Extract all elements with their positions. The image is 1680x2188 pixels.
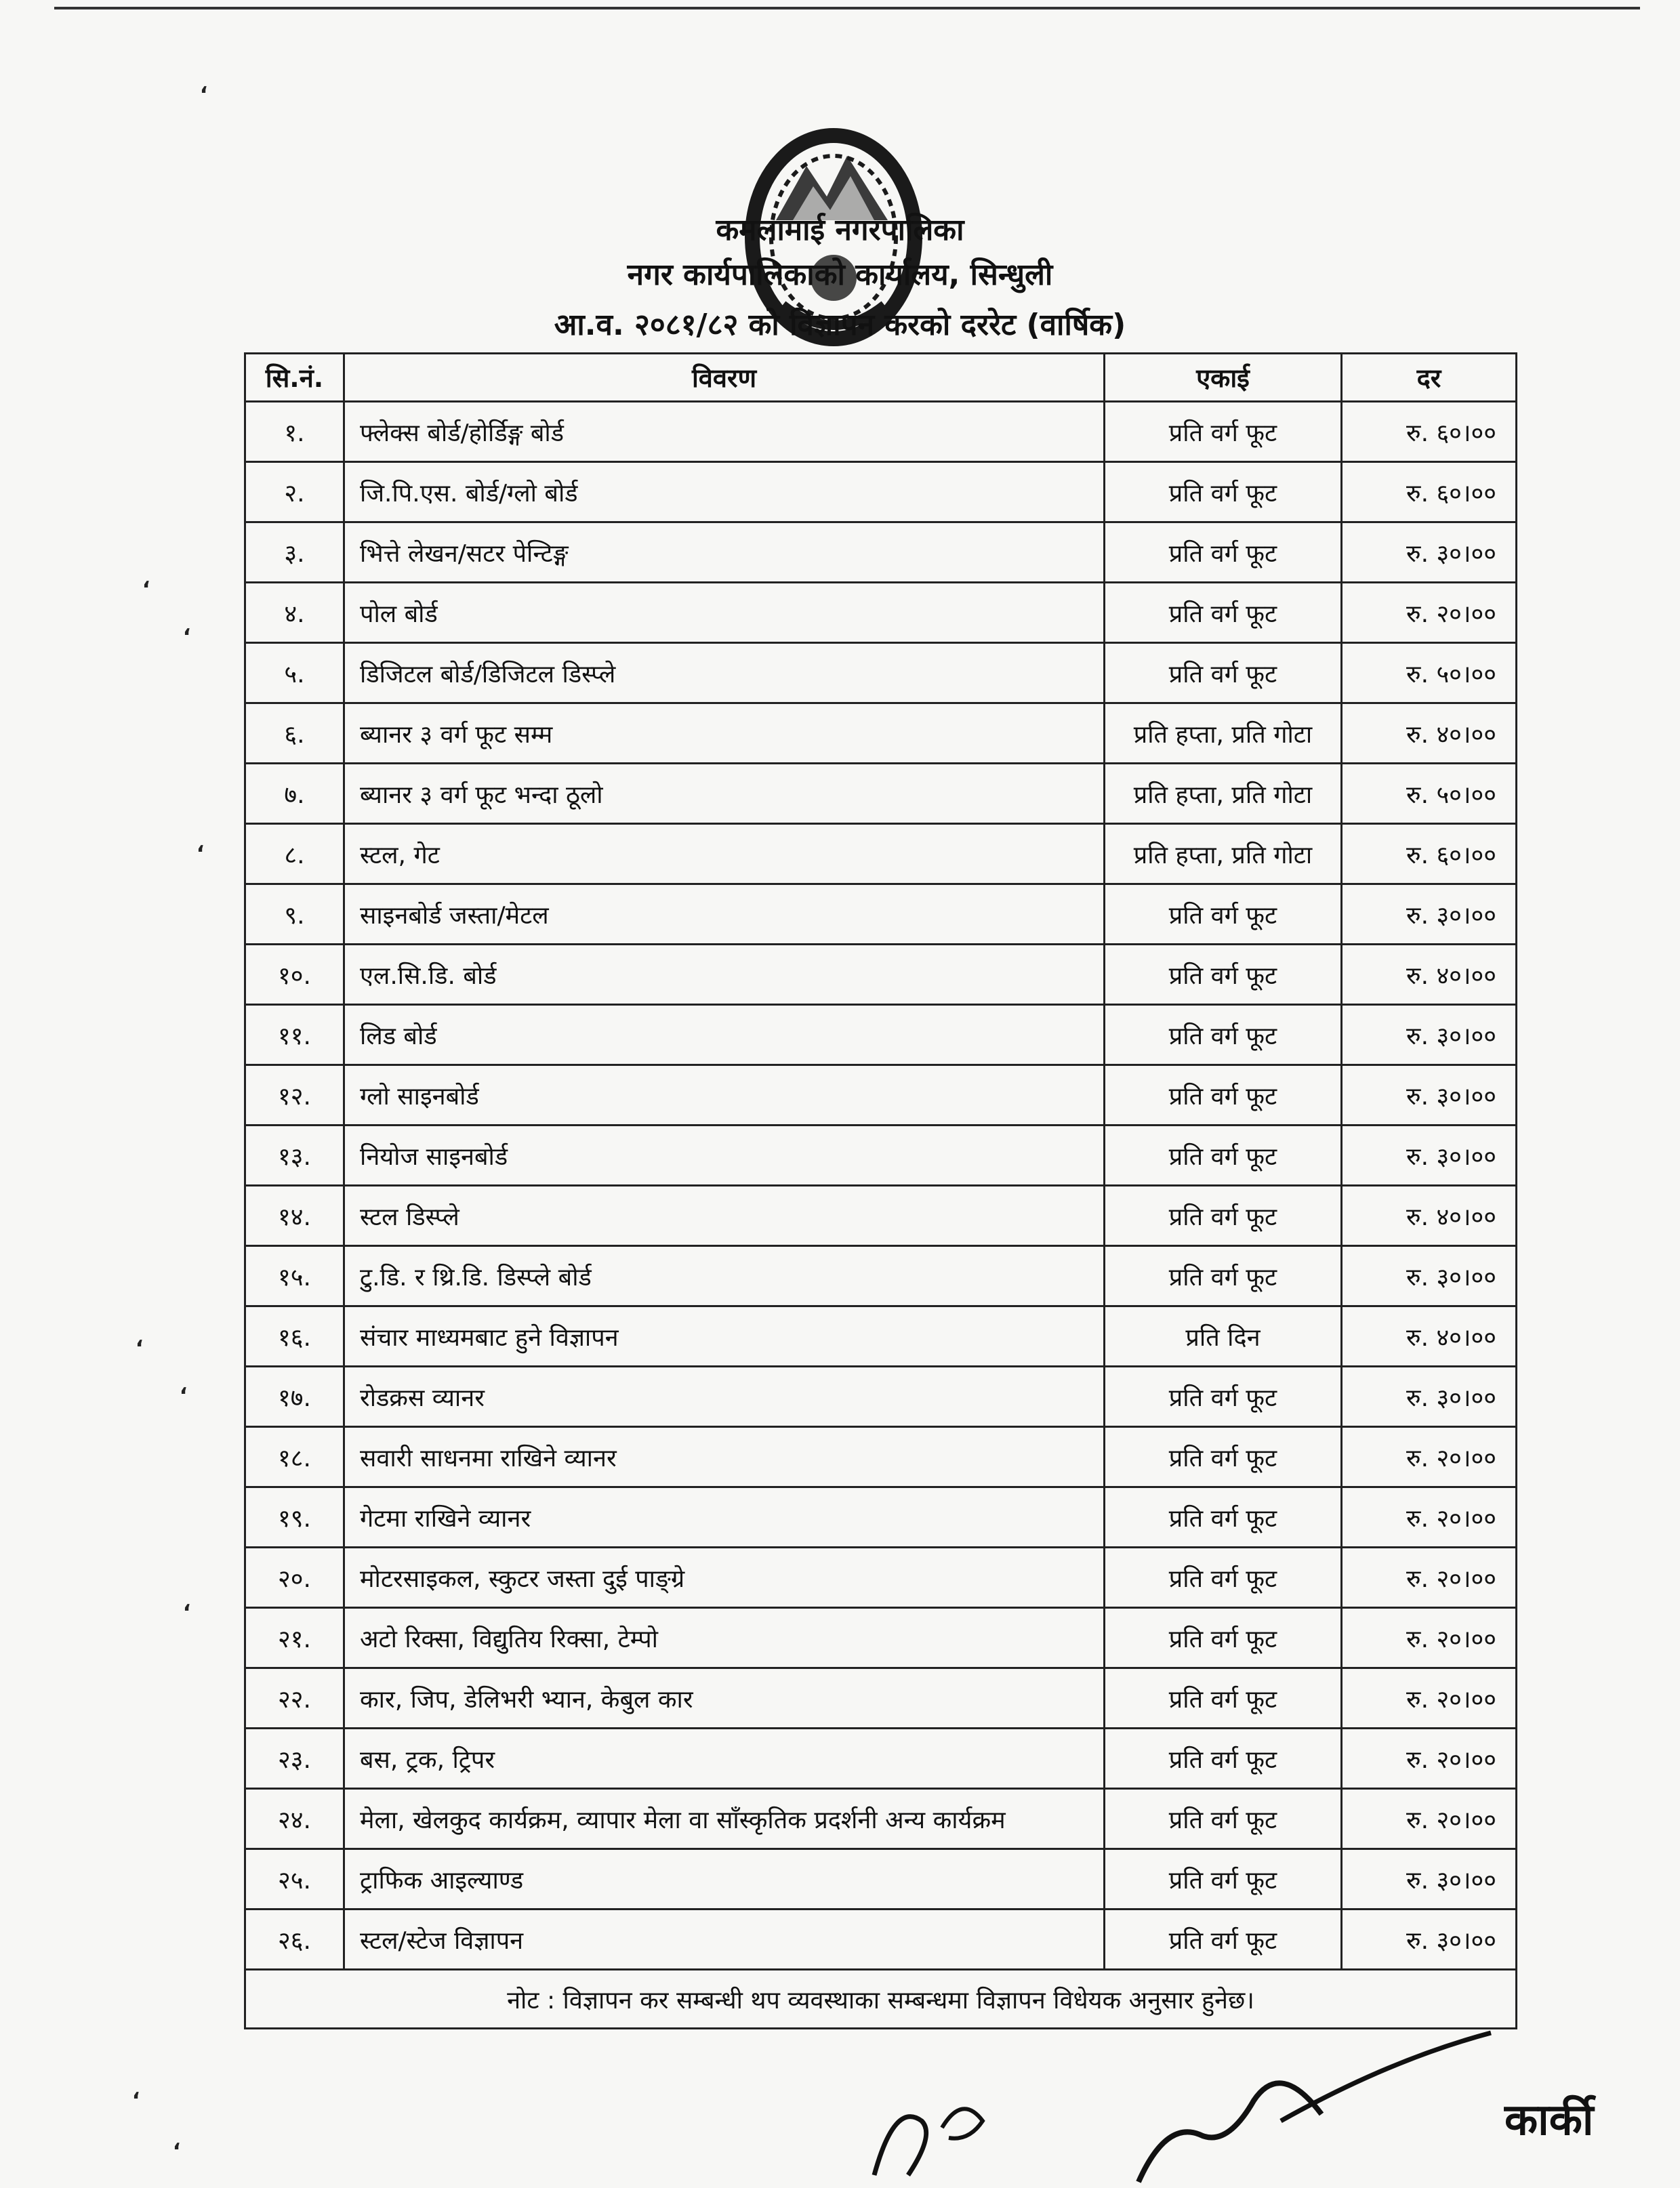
scan-speck: ، xyxy=(183,617,191,640)
cell-serial: १५. xyxy=(245,1246,344,1306)
cell-description: टु.डि. र थ्रि.डि. डिस्प्ले बोर्ड xyxy=(344,1246,1105,1306)
cell-serial: २४. xyxy=(245,1789,344,1849)
cell-serial: २. xyxy=(245,462,344,522)
scan-speck: ، xyxy=(200,75,208,98)
cell-serial: ८. xyxy=(245,824,344,884)
cell-serial: १६. xyxy=(245,1306,344,1367)
cell-unit: प्रति वर्ग फूट xyxy=(1105,1065,1342,1126)
cell-description: रोडक्रस व्यानर xyxy=(344,1367,1105,1427)
cell-unit: प्रति वर्ग फूट xyxy=(1105,1246,1342,1306)
cell-unit: प्रति हप्ता, प्रति गोटा xyxy=(1105,824,1342,884)
cell-serial: ११. xyxy=(245,1005,344,1065)
table-row xyxy=(245,1306,1517,1367)
table-note: नोट : विज्ञापन कर सम्बन्धी थप व्यवस्थाका सम्बन्धमा विज्ञापन विधेयक अनुसार हुनेछ। xyxy=(245,1970,1517,2029)
table-row xyxy=(245,1548,1517,1608)
cell-unit: प्रति वर्ग फूट xyxy=(1105,1849,1342,1910)
cell-serial: १९. xyxy=(245,1487,344,1548)
cell-rate: रु. ३०।०० xyxy=(1342,522,1517,583)
table-row xyxy=(245,1668,1517,1729)
table-row xyxy=(245,1246,1517,1306)
scan-speck: ، xyxy=(142,569,150,593)
table-row xyxy=(245,1126,1517,1186)
table-row xyxy=(245,402,1517,462)
cell-serial: १०. xyxy=(245,945,344,1005)
cell-unit: प्रति वर्ग फूट xyxy=(1105,1186,1342,1246)
table-row xyxy=(245,1186,1517,1246)
cell-description: ब्यानर ३ वर्ग फूट सम्म xyxy=(344,703,1105,764)
cell-rate: रु. ३०।०० xyxy=(1342,1910,1517,1970)
table-row xyxy=(245,1910,1517,1970)
table-row xyxy=(245,1729,1517,1789)
table-row xyxy=(245,1849,1517,1910)
cell-serial: ५. xyxy=(245,643,344,703)
cell-description: संचार माध्यमबाट हुने विज्ञापन xyxy=(344,1306,1105,1367)
cell-unit: प्रति वर्ग फूट xyxy=(1105,945,1342,1005)
cell-description: स्टल/स्टेज विज्ञापन xyxy=(344,1910,1105,1970)
table-header-row xyxy=(245,354,1517,402)
cell-unit: प्रति वर्ग फूट xyxy=(1105,1005,1342,1065)
cell-unit: प्रति वर्ग फूट xyxy=(1105,1367,1342,1427)
cell-description: ग्लो साइनबोर्ड xyxy=(344,1065,1105,1126)
cell-rate: रु. ३०।०० xyxy=(1342,1849,1517,1910)
cell-description: अटो रिक्सा, विद्युतिय रिक्सा, टेम्पो xyxy=(344,1608,1105,1668)
column-header-serial: सि.नं. xyxy=(245,354,344,402)
cell-unit: प्रति वर्ग फूट xyxy=(1105,1668,1342,1729)
cell-rate: रु. ३०।०० xyxy=(1342,1367,1517,1427)
cell-description: फ्लेक्स बोर्ड/होर्डिङ्ग बोर्ड xyxy=(344,402,1105,462)
cell-unit: प्रति वर्ग फूट xyxy=(1105,1126,1342,1186)
cell-unit: प्रति वर्ग फूट xyxy=(1105,1789,1342,1849)
cell-unit: प्रति वर्ग फूट xyxy=(1105,1427,1342,1487)
cell-rate: रु. ४०।०० xyxy=(1342,1306,1517,1367)
cell-description: मोटरसाइकल, स्कुटर जस्ता दुई पाङ्ग्रे xyxy=(344,1548,1105,1608)
cell-unit: प्रति वर्ग फूट xyxy=(1105,402,1342,462)
column-header-unit: एकाई xyxy=(1105,354,1342,402)
cell-serial: १२. xyxy=(245,1065,344,1126)
cell-serial: १३. xyxy=(245,1126,344,1186)
table-row xyxy=(245,583,1517,643)
cell-unit: प्रति वर्ग फूट xyxy=(1105,643,1342,703)
cell-rate: रु. २०।०० xyxy=(1342,1487,1517,1548)
table-row xyxy=(245,824,1517,884)
table-row xyxy=(245,1789,1517,1849)
cell-rate: रु. ५०।०० xyxy=(1342,643,1517,703)
table-row xyxy=(245,884,1517,945)
table-row xyxy=(245,1608,1517,1668)
cell-rate: रु. ४०।०० xyxy=(1342,945,1517,1005)
cell-unit: प्रति वर्ग फूट xyxy=(1105,1910,1342,1970)
cell-description: जि.पि.एस. बोर्ड/ग्लो बोर्ड xyxy=(344,462,1105,522)
table-row xyxy=(245,945,1517,1005)
cell-serial: ७. xyxy=(245,764,344,824)
cell-rate: रु. ४०।०० xyxy=(1342,1186,1517,1246)
office-name: नगर कार्यपालिकाको कार्यालय, सिन्धुली xyxy=(627,257,1053,292)
cell-serial: २५. xyxy=(245,1849,344,1910)
scan-speck: ، xyxy=(173,2131,181,2155)
cell-serial: ९. xyxy=(245,884,344,945)
top-scan-edge xyxy=(54,7,1640,9)
signature-name: कार्की xyxy=(1504,2095,1594,2145)
cell-description: ब्यानर ३ वर्ग फूट भन्दा ठूलो xyxy=(344,764,1105,824)
cell-description: नियोज साइनबोर्ड xyxy=(344,1126,1105,1186)
signature-icon xyxy=(847,2019,1680,2188)
cell-description: भित्ते लेखन/सटर पेन्टिङ्ग xyxy=(344,522,1105,583)
table-row xyxy=(245,1487,1517,1548)
cell-rate: रु. ६०।०० xyxy=(1342,824,1517,884)
cell-serial: १८. xyxy=(245,1427,344,1487)
cell-unit: प्रति वर्ग फूट xyxy=(1105,583,1342,643)
cell-serial: २२. xyxy=(245,1668,344,1729)
cell-serial: १. xyxy=(245,402,344,462)
table-row xyxy=(245,764,1517,824)
cell-unit: प्रति वर्ग फूट xyxy=(1105,1487,1342,1548)
cell-description: एल.सि.डि. बोर्ड xyxy=(344,945,1105,1005)
cell-rate: रु. २०।०० xyxy=(1342,1729,1517,1789)
table-row xyxy=(245,522,1517,583)
cell-rate: रु. ३०।०० xyxy=(1342,1005,1517,1065)
cell-rate: रु. ४०।०० xyxy=(1342,703,1517,764)
cell-unit: प्रति हप्ता, प्रति गोटा xyxy=(1105,703,1342,764)
scan-speck: ، xyxy=(183,1592,191,1616)
cell-rate: रु. २०।०० xyxy=(1342,1548,1517,1608)
cell-rate: रु. २०।०० xyxy=(1342,1608,1517,1668)
cell-serial: २३. xyxy=(245,1729,344,1789)
cell-unit: प्रति वर्ग फूट xyxy=(1105,1548,1342,1608)
cell-description: डिजिटल बोर्ड/डिजिटल डिस्प्ले xyxy=(344,643,1105,703)
cell-description: सवारी साधनमा राखिने व्यानर xyxy=(344,1427,1105,1487)
cell-description: साइनबोर्ड जस्ता/मेटल xyxy=(344,884,1105,945)
cell-rate: रु. ३०।०० xyxy=(1342,1065,1517,1126)
cell-serial: १४. xyxy=(245,1186,344,1246)
cell-rate: रु. ३०।०० xyxy=(1342,1246,1517,1306)
table-row xyxy=(245,462,1517,522)
cell-description: गेटमा राखिने व्यानर xyxy=(344,1487,1105,1548)
scan-speck: ، xyxy=(136,1328,144,1352)
scan-speck: ، xyxy=(197,833,205,857)
cell-description: स्टल डिस्प्ले xyxy=(344,1186,1105,1246)
cell-description: पोल बोर्ड xyxy=(344,583,1105,643)
cell-description: कार, जिप, डेलिभरी भ्यान, केबुल कार xyxy=(344,1668,1105,1729)
cell-unit: प्रति वर्ग फूट xyxy=(1105,884,1342,945)
cell-description: मेला, खेलकुद कार्यक्रम, व्यापार मेला वा साँस्कृतिक प्रदर्शनी अन्य कार्यक्रम xyxy=(344,1789,1105,1849)
cell-rate: रु. २०।०० xyxy=(1342,583,1517,643)
advertisement-tax-rate-table xyxy=(244,352,1517,2029)
cell-unit: प्रति वर्ग फूट xyxy=(1105,1729,1342,1789)
cell-rate: रु. ६०।०० xyxy=(1342,462,1517,522)
scan-speck: ، xyxy=(132,2080,140,2104)
cell-serial: ३. xyxy=(245,522,344,583)
scan-speck: ، xyxy=(180,1376,188,1399)
cell-rate: रु. ६०।०० xyxy=(1342,402,1517,462)
cell-unit: प्रति वर्ग फूट xyxy=(1105,522,1342,583)
cell-serial: २०. xyxy=(245,1548,344,1608)
cell-description: लिड बोर्ड xyxy=(344,1005,1105,1065)
municipality-name: कमलामाई नगरपालिका xyxy=(716,213,964,247)
cell-rate: रु. २०।०० xyxy=(1342,1427,1517,1487)
cell-unit: प्रति वर्ग फूट xyxy=(1105,462,1342,522)
column-header-rate: दर xyxy=(1342,354,1517,402)
table-row xyxy=(245,1427,1517,1487)
cell-serial: ६. xyxy=(245,703,344,764)
cell-description: स्टल, गेट xyxy=(344,824,1105,884)
cell-unit: प्रति हप्ता, प्रति गोटा xyxy=(1105,764,1342,824)
cell-serial: २१. xyxy=(245,1608,344,1668)
cell-rate: रु. २०।०० xyxy=(1342,1668,1517,1729)
column-header-description: विवरण xyxy=(344,354,1105,402)
table-row xyxy=(245,703,1517,764)
cell-rate: रु. २०।०० xyxy=(1342,1789,1517,1849)
document-title: आ.व. २०८१/८२ को विज्ञापन करको दररेट (वार्षिक) xyxy=(554,308,1126,342)
cell-serial: १७. xyxy=(245,1367,344,1427)
cell-serial: ४. xyxy=(245,583,344,643)
table-row xyxy=(245,1005,1517,1065)
table-row xyxy=(245,1367,1517,1427)
cell-description: ट्राफिक आइल्याण्ड xyxy=(344,1849,1105,1910)
cell-rate: रु. ३०।०० xyxy=(1342,884,1517,945)
cell-unit: प्रति दिन xyxy=(1105,1306,1342,1367)
cell-rate: रु. ५०।०० xyxy=(1342,764,1517,824)
table-row xyxy=(245,643,1517,703)
table-row xyxy=(245,1065,1517,1126)
cell-serial: २६. xyxy=(245,1910,344,1970)
cell-rate: रु. ३०।०० xyxy=(1342,1126,1517,1186)
cell-unit: प्रति वर्ग फूट xyxy=(1105,1608,1342,1668)
cell-description: बस, ट्रक, ट्रिपर xyxy=(344,1729,1105,1789)
